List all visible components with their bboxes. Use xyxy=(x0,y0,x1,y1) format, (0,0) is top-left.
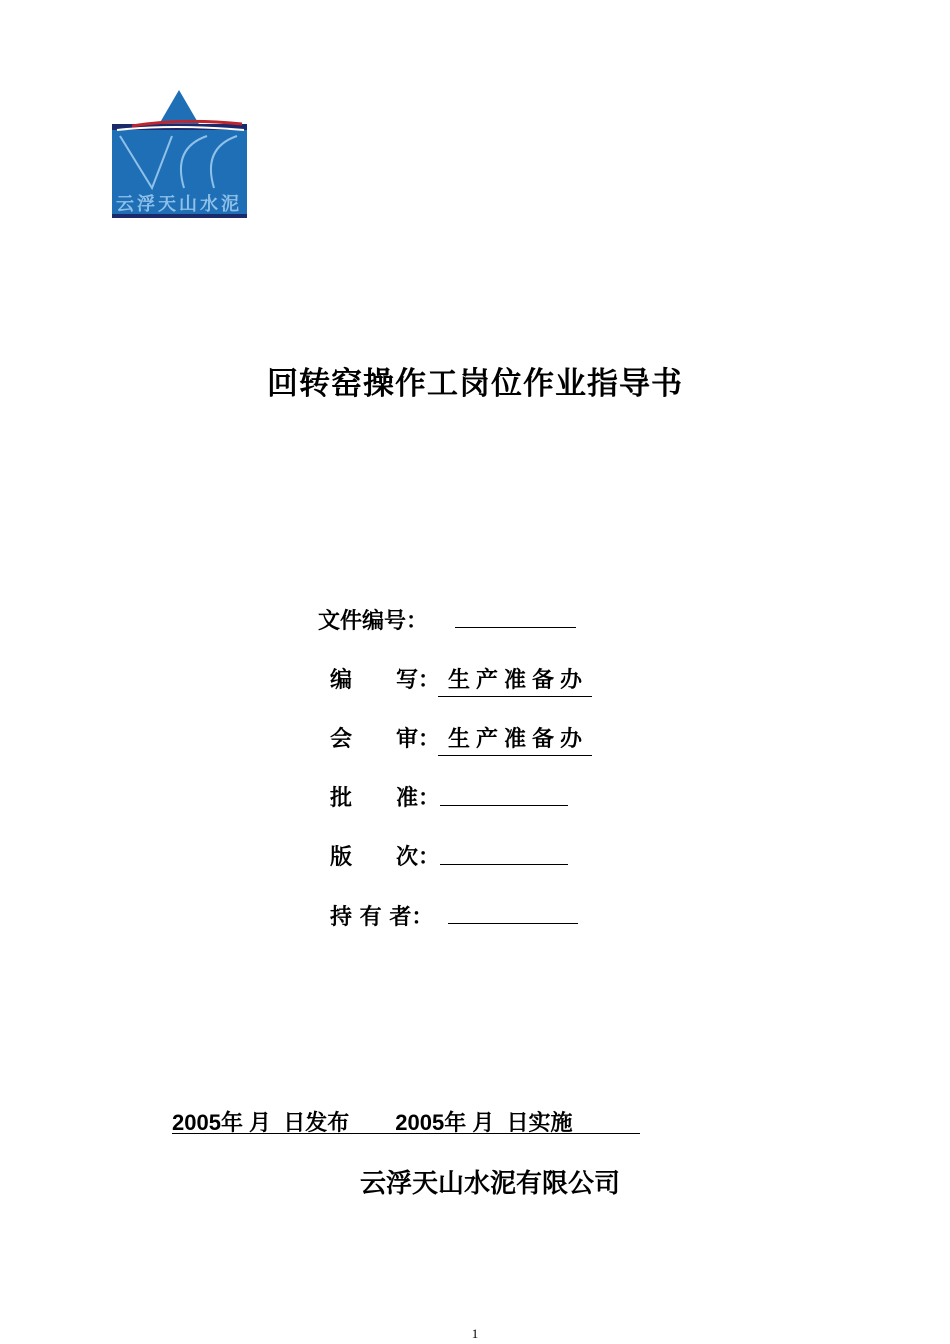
approve-label: 批 准： xyxy=(330,785,441,811)
version-blank xyxy=(440,863,568,865)
author-value: 生产准备办 xyxy=(438,663,592,697)
holder-label: 持 有 者： xyxy=(330,904,434,930)
approve-blank xyxy=(440,804,568,806)
page-title: 回转窑操作工岗位作业指导书 xyxy=(267,366,683,402)
implement-date: 2005年 月 日实施 xyxy=(395,1110,573,1135)
doc-number-label: 文件编号： xyxy=(318,608,429,634)
holder-blank xyxy=(448,922,578,924)
field-doc-number xyxy=(318,604,428,635)
publish-date: 2005年 月 日发布 xyxy=(172,1110,350,1135)
date-line xyxy=(172,1106,640,1134)
company-logo-mountain-icon xyxy=(112,88,247,220)
doc-number-blank xyxy=(455,626,576,628)
logo-text: 云浮天山水泥 xyxy=(116,194,242,215)
field-approve xyxy=(330,781,440,812)
field-author xyxy=(330,663,440,694)
review-label: 会 审： xyxy=(330,726,441,752)
version-label: 版 次： xyxy=(330,844,441,870)
company-name: 云浮天山水泥有限公司 xyxy=(359,1168,620,1198)
page-number: 1 xyxy=(471,1326,479,1341)
field-review xyxy=(330,722,440,753)
field-version xyxy=(330,840,440,871)
company-logo xyxy=(112,88,247,220)
field-holder xyxy=(330,900,433,931)
review-value: 生产准备办 xyxy=(438,722,592,756)
author-label: 编 写： xyxy=(330,667,441,693)
